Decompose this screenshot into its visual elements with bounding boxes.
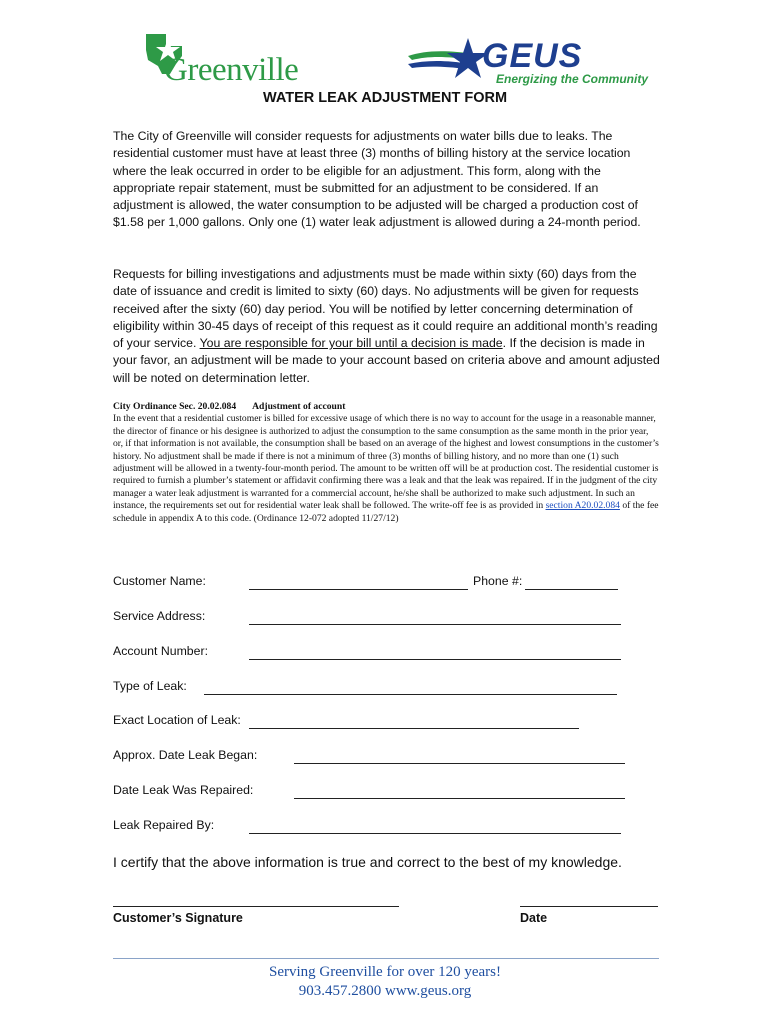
geus-tagline: Energizing the Community <box>496 72 649 86</box>
requests-text-2: . If the decision is made in your favor, an adjustment will be made to your account based on criteria above and amount adjusted will be noted on determination letter. <box>113 336 660 385</box>
ordinance-subject: Adjustment of account <box>252 401 346 412</box>
customer-signature-line[interactable] <box>113 906 399 907</box>
date-leak-began-field[interactable] <box>294 763 625 764</box>
leak-repaired-by-field[interactable] <box>249 833 621 834</box>
greenville-wordmark: Greenville <box>164 52 299 88</box>
footer-slogan: Serving Greenville for over 120 years! <box>268 964 501 980</box>
geus-wordmark: GEUS <box>482 37 583 75</box>
exact-location-field[interactable] <box>249 728 579 729</box>
type-of-leak-label: Type of Leak: <box>113 679 187 693</box>
greenville-logo <box>140 30 310 88</box>
geus-logo <box>406 36 649 88</box>
date-label: Date <box>520 911 548 925</box>
city-ordinance <box>113 401 659 525</box>
customer-name-field[interactable] <box>249 589 468 590</box>
requests-paragraph <box>113 266 661 387</box>
account-number-label: Account Number: <box>113 644 209 658</box>
phone-field[interactable] <box>525 589 618 590</box>
intro-paragraph: The City of Greenville will consider requests for adjustments on water bills due to leaks. The residential customer must have at least three (3) months of billing history at the service location where the leak occurred in order to be eligible for an adjustment. This form, along with the appropriate repair statement, must be submitted for an adjustment to be considered. If an adjustment is allowed, the water consumption to be adjusted will be charged a production cost of $1.58 per 1,000 gallons. Only one (1) water leak adjustment is allowed during a 24-month period. <box>113 129 641 230</box>
customer-name-label: Customer Name: <box>113 574 206 588</box>
ordinance-body <box>113 413 659 525</box>
footer-contact: 903.457.2800 www.geus.org <box>298 983 472 999</box>
date-signature-line[interactable] <box>520 906 658 907</box>
certification-statement: I certify that the above information is true and correct to the best of my knowledge. <box>113 854 622 870</box>
date-leak-repaired-field[interactable] <box>294 798 625 799</box>
exact-location-label: Exact Location of Leak: <box>113 713 241 727</box>
service-address-field[interactable] <box>249 624 621 625</box>
footer-divider <box>113 958 659 959</box>
phone-label: Phone #: <box>473 574 523 588</box>
requests-text-1: Requests for billing investigations and adjustments must be made within sixty (60) days from the date of issuance and credit is limited to sixty (60) days. No adjustments will be given for requests received after the sixty (60) day period. You will be notified by letter concerning determination of eligibility within 30-45 days of receipt of this request as it could require an additional month’s reading of your service. <box>113 267 658 351</box>
service-address-label: Service Address: <box>113 609 206 623</box>
responsibility-notice: You are responsible for your bill until a decision is made <box>199 336 503 351</box>
ordinance-section: City Ordinance Sec. 20.02.084 <box>113 401 237 412</box>
ordinance-heading <box>113 401 659 413</box>
type-of-leak-field[interactable] <box>204 694 617 695</box>
leak-repaired-by-label: Leak Repaired By: <box>113 818 215 832</box>
customer-signature-label: Customer’s Signature <box>113 911 243 925</box>
ordinance-text-2: of the fee schedule in appendix A to this code. (Ordinance 12-072 adopted 11/27/12) <box>113 500 659 524</box>
date-leak-began-label: Approx. Date Leak Began: <box>113 748 258 762</box>
date-leak-repaired-label: Date Leak Was Repaired: <box>113 783 254 797</box>
account-number-field[interactable] <box>249 659 621 660</box>
form-title: WATER LEAK ADJUSTMENT FORM <box>262 90 508 106</box>
ordinance-text-1: In the event that a residential customer is billed for excessive usage of which there is no way to account for the usage in a reasonable manner, the director of finance or his designee is authorized to adjust the consumption to the same consumption as the same month in the prior year, or, if that information is not available, the consumption shall be based on an average of the highest and lowest consumptions in the customer’s history. No adjustment shall be made if there is not a minimum of three (3) months of billing history, and no more than one (1) such adjustment will be allowed in a twenty-four-month period. The amount to be written off will be at production cost. The residential customer is required to furnish a plumber’s statement or affidavit confirming there was a leak and that the leak was repaired. If in the judgment of the city manager a water leak adjustment is warranted for a commercial account, he/she shall be authorized to make such adjustment. In such an instance, the requirements set out for residential water leak shall be followed. The write-off fee is as provided in <box>113 413 659 512</box>
section-link[interactable]: section A20.02.084 <box>545 500 620 512</box>
